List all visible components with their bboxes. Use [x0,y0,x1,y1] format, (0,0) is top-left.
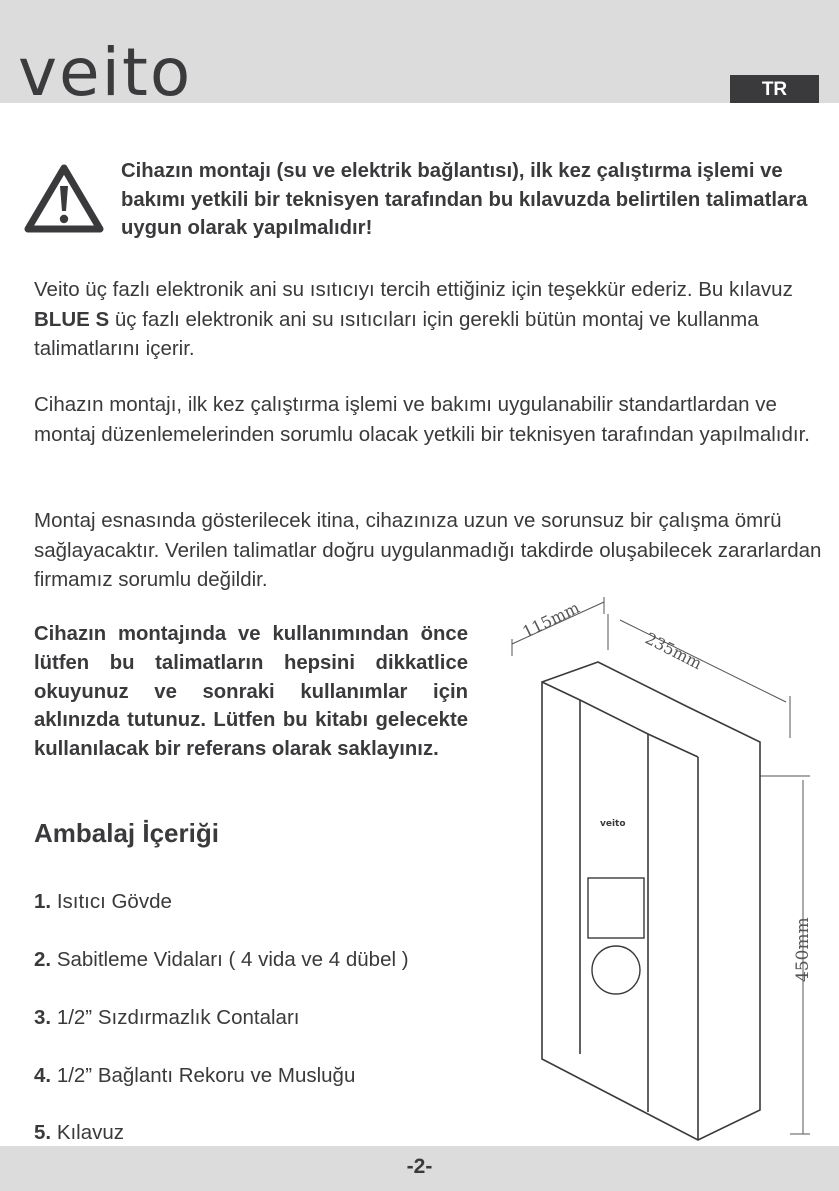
item-label: Kılavuz [56,1121,125,1144]
intro-paragraph [34,275,824,364]
package-item [34,1064,355,1088]
care-paragraph: Montaj esnasında gösterilecek itina, cihazınıza uzun ve sorunsuz bir çalışma ömrü sağlayacaktır. Verilen talimatlar doğru uygulanmadığı takdirde oluşabilecek zararlardan firmamız sorumlu değildir. [34,509,822,591]
item-number: 2. [34,948,52,971]
control-knob [592,946,640,994]
display-screen [588,878,644,938]
installation-paragraph: Cihazın montajı, ilk kez çalıştırma işlemi ve bakımı uygulanabilir standartlardan ve montaj düzenlemelerinden sorumlu olacak yetkili bir teknisyen tarafından yapılmalıdır. [34,393,810,446]
depth-dimension: 115mm [519,597,583,642]
item-label: 1/2” Sızdırmazlık Contaları [56,1006,300,1029]
item-number: 1. [34,890,52,913]
item-number: 5. [34,1121,52,1144]
intro-text-before: Veito üç fazlı elektronik ani su ısıtıcıyı tercih ettiğiniz için teşekkür ederiz. Bu kılavuz [34,278,793,301]
heater-body [542,662,760,1140]
page-number: -2- [406,1155,433,1178]
height-dimension: 450mm [793,917,813,982]
device-logo: veito [600,819,626,829]
item-label: Isıtıcı Gövde [56,890,172,913]
warning-triangle-icon [24,163,104,233]
warning-text: Cihazın montajı (su ve elektrik bağlantısı), ilk kez çalıştırma işlemi ve bakımı yetkili bir teknisyen tarafından bu kılavuzda belirtilen talimatlara uygun olarak yapılmalıdır! [121,160,808,239]
item-label: 1/2” Bağlantı Rekoru ve Musluğu [56,1064,356,1087]
package-contents-title: Ambalaj İçeriği [34,818,219,848]
package-item [34,1006,299,1030]
package-item [34,890,172,914]
width-dimension: 235mm [642,628,706,674]
item-label: Sabitleme Vidaları ( 4 vida ve 4 dübel ) [56,948,409,971]
language-badge: TR [730,75,819,103]
veito-logo: veito [18,34,193,111]
water-heater-drawing [498,592,824,1147]
item-number: 4. [34,1064,52,1087]
bold-note: Cihazın montajında ve kullanımından önce lütfen bu talimatların hepsini dikkatlice okuyunuz ve sonraki kullanımlar için aklınızda tutunuz. Lütfen bu kitabı gelecekte kullanılacak bir referans olarak saklayınız. [34,623,468,761]
package-item [34,1121,124,1145]
item-number: 3. [34,1006,52,1029]
package-item [34,948,409,972]
model-name: BLUE S [34,307,110,331]
intro-text-after: üç fazlı elektronik ani su ısıtıcıları için gerekli bütün montaj ve kullanma talimatlarını içerir. [34,307,759,360]
